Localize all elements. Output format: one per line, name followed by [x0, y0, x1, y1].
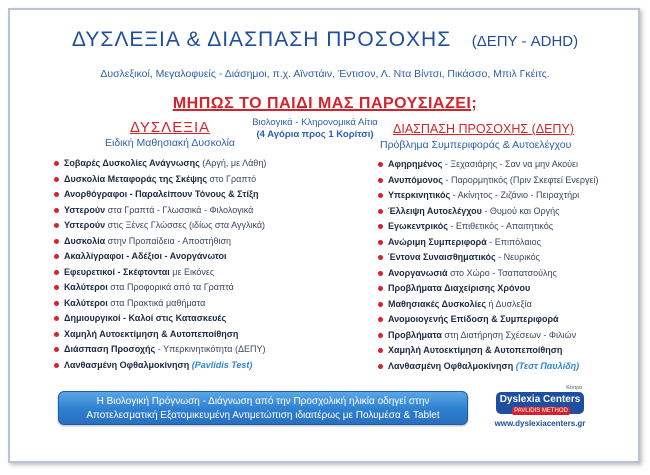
- bullet-icon: [378, 317, 383, 322]
- logo-caption: Κέντρα: [566, 385, 582, 391]
- item-detail-text: στην Προπαίδεια - Αποστήθιση: [105, 235, 232, 246]
- dyslexia-centers-logo[interactable]: [490, 384, 590, 434]
- item-detail-text: στα Πρακτικά μαθήματα: [107, 297, 206, 308]
- bullet-icon: [378, 286, 383, 291]
- item-detail-text: - Ακίνητος - Ζιζάνιο - Πειραχτήρι: [450, 190, 580, 200]
- bullet-icon: [378, 271, 383, 276]
- item-detail-text: στις Ξένες Γλώσσες (ιδίως στα Αγγλικά): [105, 220, 266, 230]
- bullet-icon: [54, 192, 59, 197]
- adhd-title: ΔΙΑΣΠΑΣΗ ΠΡΟΣΟΧΗΣ (ΔΕΠΥ): [393, 122, 574, 136]
- item-key-text: Λανθασμένη Οφθαλμοκίνηση: [388, 360, 514, 371]
- item-key-text: Δημιουργικοί - Καλοί στις Κατασκευές: [64, 313, 227, 323]
- banner-line-1: Η Βιολογική Πρόγνωση - Διάγνωση από την Προσχολική ηλικία οδηγεί στην: [96, 396, 430, 407]
- causes-line: Βιολογικά - Κληρονομικά Αίτια: [252, 117, 378, 128]
- item-detail-text: στα Γραπτά - Γλωσσικά - Φιλολογικά: [105, 204, 254, 215]
- item-key-text: Καλύτεροι: [64, 297, 108, 308]
- list-item: [54, 187, 266, 203]
- item-detail-text: - Νευρικός: [495, 252, 540, 262]
- list-item: [54, 203, 266, 219]
- bullet-icon: [378, 193, 383, 198]
- bullet-icon: [54, 270, 59, 275]
- item-key-text: Μαθησιακές Δυσκολίες: [388, 298, 487, 309]
- list-item: [378, 188, 599, 204]
- item-key-text: Σοβαρές Δυσκολίες Ανάγνωσης: [64, 158, 200, 168]
- item-key-text: Διάσπαση Προσοχής: [64, 344, 156, 354]
- bullet-icon: [54, 332, 59, 337]
- item-key-text: Ακαλλίγραφοι - Αδέξιοι - Ανοργάνωτοι: [64, 251, 227, 261]
- causes-note: [224, 117, 406, 141]
- item-key-text: Χαμηλή Αυτοεκτίμηση & Αυτοπεποίθηση: [388, 345, 563, 355]
- item-key-text: Εφευρετικοί - Σκέφτονται: [64, 266, 170, 277]
- bullet-icon: [378, 348, 383, 353]
- item-key-text: Έλλειψη Αυτοελέγχου: [388, 205, 482, 216]
- item-detail-text: - Επιπόλαιος: [486, 236, 541, 247]
- bullet-icon: [54, 208, 59, 213]
- item-detail-text: - Θυμού και Οργής: [481, 205, 560, 216]
- list-item: [378, 281, 599, 297]
- item-key-text: Λανθασμένη Οφθαλμοκίνηση: [64, 359, 190, 370]
- item-key-text: Ανορθόγραφοι - Παραλείπουν Τόνους & Στίξη: [64, 189, 259, 199]
- list-item: [54, 311, 266, 327]
- bullet-icon: [54, 161, 59, 166]
- item-key-text: Ανυπόμονος: [388, 174, 443, 185]
- bullet-icon: [54, 285, 59, 290]
- bullet-icon: [54, 223, 59, 228]
- list-item: [54, 265, 266, 281]
- bullet-icon: [54, 363, 59, 368]
- logo-method: PAVLIDIS METHOD: [512, 407, 570, 415]
- list-item: [54, 296, 266, 312]
- item-key-text: Δυσκολία Μεταφοράς της Σκέψης: [64, 173, 208, 184]
- ratio-line: (4 Αγόρια προς 1 Κορίτσι): [256, 129, 374, 140]
- item-detail-text: - Παρορμητικός (Πριν Σκεφτεί Ενεργεί): [442, 174, 599, 185]
- website-link[interactable]: www.dyslexiacenters.gr: [494, 419, 586, 428]
- list-item: [378, 250, 599, 266]
- poster-title: [0, 28, 650, 52]
- item-key-text: Ανώριμη Συμπεριφορά: [388, 236, 487, 247]
- test-name: (Pavlidis Test): [191, 359, 253, 370]
- item-key-text: Χαμηλή Αυτοεκτίμηση & Αυτοπεποίθηση: [64, 328, 239, 339]
- bullet-icon: [378, 240, 383, 245]
- list-item: [54, 172, 266, 188]
- list-item: [54, 342, 266, 358]
- list-item: [378, 312, 599, 328]
- banner-line-2: Αποτελεσματική Εξατομικευμένη Αντιμετώπιση ιδιαιτέρως με Πολυμέσα & Tablet: [86, 410, 440, 421]
- item-key-text: Αφηρημένος: [388, 159, 443, 169]
- adhd-symptom-list: [378, 157, 599, 374]
- bullet-icon: [378, 302, 383, 307]
- logo-name: Dyslexia Centers: [496, 392, 584, 414]
- bullet-icon: [378, 333, 383, 338]
- list-item: [378, 359, 599, 375]
- list-item: [378, 297, 599, 313]
- diagnosis-banner: [58, 391, 468, 425]
- title-sub: (ΔΕΠΥ - ADHD): [471, 33, 579, 50]
- bullet-icon: [378, 224, 383, 229]
- list-item: [378, 343, 599, 359]
- list-item: [54, 280, 266, 296]
- item-key-text: Δυσκολία: [64, 235, 106, 246]
- list-item: [378, 235, 599, 251]
- bullet-icon: [54, 254, 59, 259]
- title-main: ΔΥΣΛΕΞΙΑ & ΔΙΑΣΠΑΣΗ ΠΡΟΣΟΧΗΣ: [71, 28, 452, 51]
- item-detail-text: ή Δυσλεξία: [486, 298, 532, 309]
- list-item: [54, 218, 266, 234]
- list-item: [378, 219, 599, 235]
- bullet-icon: [378, 178, 383, 183]
- bullet-icon: [54, 239, 59, 244]
- item-key-text: Προβλήματα Διαχείρισης Χρόνου: [388, 283, 531, 293]
- list-item: [378, 328, 599, 344]
- poster-subtitle: Δυσλεξικοί, Μεγαλοφυείς - Διάσημοι, π.χ. Αϊνστάιν, Έντισον, Λ. Ντα Βίντσι, Πικάσσο, Μπιλ Γκέιτς.: [100, 68, 550, 80]
- item-key-text: Έντονα Συναισθηματικός: [388, 252, 496, 262]
- adhd-heading: Πρόβλημα Συμπεριφοράς & Αυτοελέγχου: [380, 139, 572, 151]
- list-item: [378, 266, 599, 282]
- list-item: [54, 358, 266, 374]
- item-key-text: Υστερούν: [64, 204, 106, 215]
- item-key-text: Υπερκινητικός: [388, 190, 451, 200]
- dyslexia-heading: Ειδική Μαθησιακή Δυσκολία: [105, 137, 235, 149]
- list-item: [54, 156, 266, 172]
- item-key-text: Εγωκεντρικός: [388, 221, 448, 231]
- item-detail-text: στο Χώρο - Τσαπατσούλης: [447, 267, 557, 278]
- item-detail-text: στο Γραπτό: [207, 173, 257, 184]
- item-key-text: Προβλήματα: [388, 329, 442, 340]
- list-item: [54, 249, 266, 265]
- bullet-icon: [378, 209, 383, 214]
- dyslexia-title: ΔΥΣΛΕΞΙΑ: [130, 119, 211, 136]
- main-question: ΜΗΠΩΣ ΤΟ ΠΑΙΔΙ ΜΑΣ ΠΑΡΟΥΣΙΑΖΕΙ;: [172, 95, 478, 112]
- item-key-text: Καλύτεροι: [64, 282, 108, 292]
- bullet-icon: [54, 177, 59, 182]
- bullet-icon: [54, 301, 59, 306]
- item-detail-text: - Υπερκινητικότητα (ΔΕΠΥ): [155, 344, 266, 354]
- item-key-text: Ανοργανωσιά: [388, 267, 448, 278]
- item-key-text: Ανομοιογενής Επίδοση & Συμπεριφορά: [388, 314, 559, 324]
- item-detail-text: στη Διατήρηση Σχέσεων - Φιλιών: [441, 329, 577, 340]
- test-name: (Τεστ Παυλίδη): [515, 360, 580, 371]
- item-detail-text: με Εικόνες: [169, 266, 215, 277]
- list-item: [54, 234, 266, 250]
- item-detail-text: - Ξεχασιάρης - Σαν να μην Ακούει: [442, 159, 579, 169]
- item-detail-text: - Επιθετικός - Απαιτητικός: [447, 221, 554, 231]
- bullet-icon: [54, 347, 59, 352]
- bullet-icon: [378, 255, 383, 260]
- item-key-text: Υστερούν: [64, 220, 106, 230]
- list-item: [378, 204, 599, 220]
- list-item: [378, 173, 599, 189]
- list-item: [54, 327, 266, 343]
- list-item: [378, 157, 599, 173]
- item-detail-text: στα Προφορικά από τα Γραπτά: [107, 282, 234, 292]
- dyslexia-symptom-list: [54, 156, 266, 373]
- bullet-icon: [54, 316, 59, 321]
- bullet-icon: [378, 364, 383, 369]
- bullet-icon: [378, 162, 383, 167]
- item-detail-text: (Αργή, με Λάθη): [199, 158, 267, 168]
